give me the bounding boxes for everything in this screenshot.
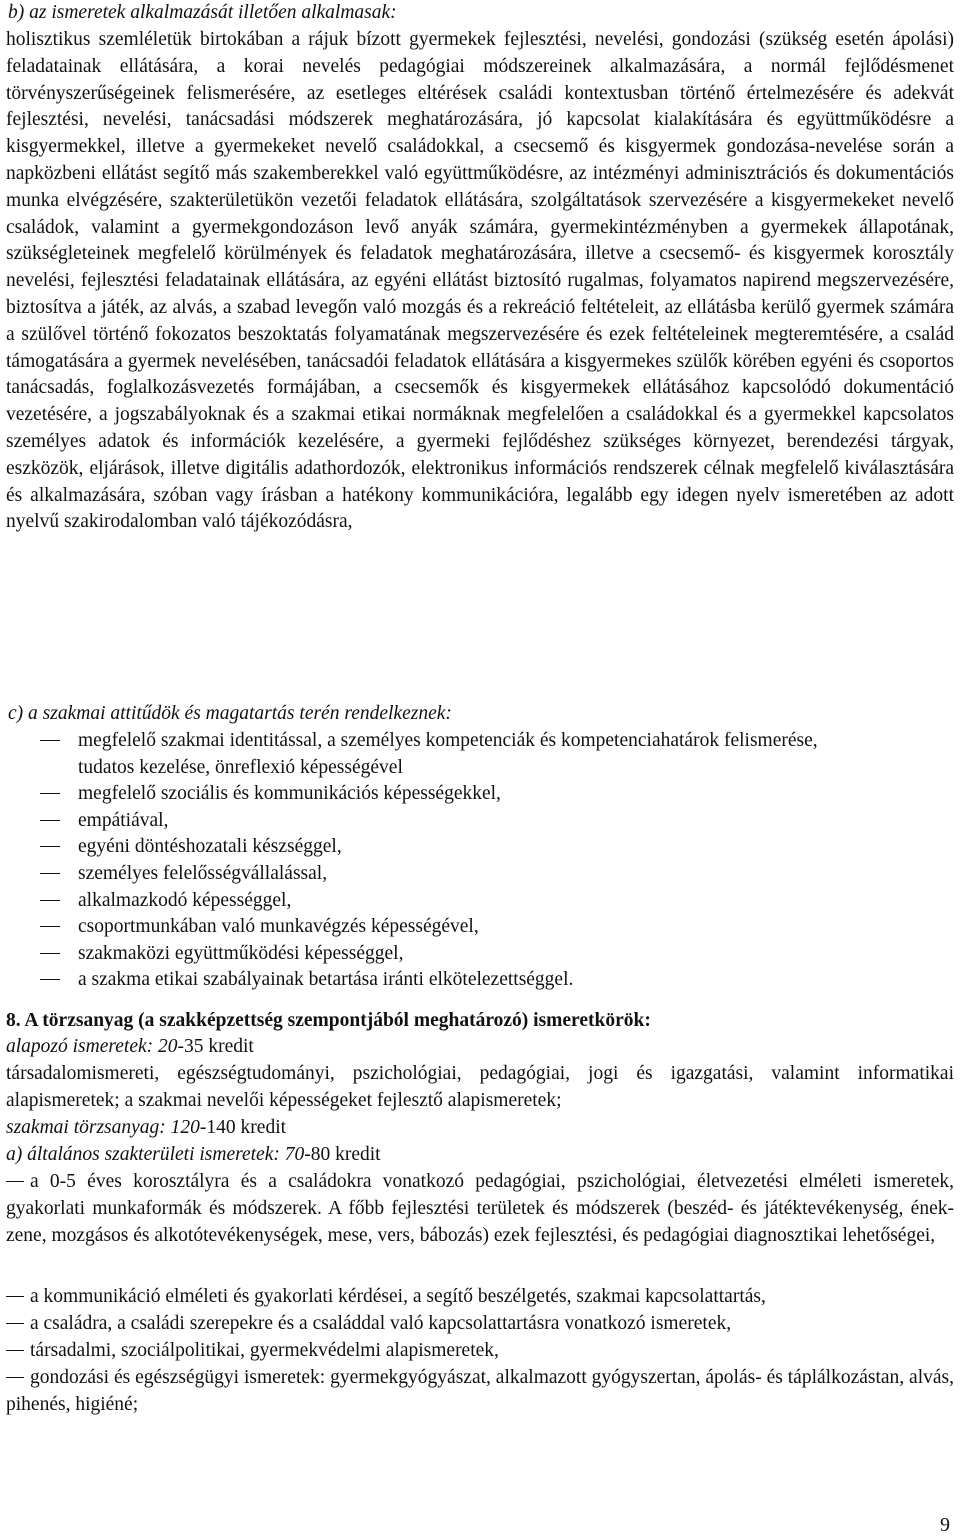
dash-bullet bbox=[6, 1323, 24, 1324]
dash-bullet bbox=[6, 1296, 24, 1297]
list-item: megfelelő szakmai identitással, a személyes kompetenciák és kompetenciahatárok felismerése, tudatos kezelése, önreflexió képességével bbox=[0, 728, 960, 781]
dash-bullet bbox=[6, 1377, 24, 1378]
list-item: a szakma etikai szabályainak betartása iránti elkötelezettséggel. bbox=[0, 967, 960, 994]
page-number: 9 bbox=[940, 1514, 950, 1536]
dash-bullet bbox=[40, 979, 60, 980]
dash-bullet bbox=[40, 740, 60, 741]
list-item: személyes felelősségvállalással, bbox=[0, 861, 960, 888]
list-item: alkalmazkodó képességgel, bbox=[0, 888, 960, 915]
list-item: a 0-5 éves korosztályra és a családokra vonatkozó pedagógiai, pszichológiai, életvezetési elméleti ismeretek, gyakorlati munkaformák és módszerek. A főbb fejlesztési területek és módszerek (beszéd- és játéktevékenység, ének-zene, mozgásos és alkotótevékenységek, mese, vers, bábozás) ezek fejlesztési, és pedagógiai diagnosztikai lehetőségei, bbox=[6, 1171, 954, 1246]
section-b-body: holisztikus szemléletük birtokában a rájuk bízott gyermekek fejlesztési, nevelési, gondozási (szükség esetén ápolási) feladatainak ellátására, a korai nevelés pedagógiai módszereinek alkalmazására, a normál fejlődésmenet törvényszerűségeinek felismerésére, az esetleges eltérések családi kontextusban történő értelmezésére és adekvát fejlesztési, nevelési, tanácsadási módszerek meghatározására, jó kapcsolat kialakítására és együttműködésre a kisgyermekkel, illetve a gyermekeket nevelő családokkal, a csecsemő és kisgyermek gondozása-nevelése során a napközbeni ellátást segítő más szakemberekkel való együttműködésre, az intézményi adminisztrációs és dokumentációs munka elvégzésére, szakterületükön vezetői feladatok ellátására, szolgáltatások szervezésére a kisgyermekeket nevelő családok, valamint a gyermekgondozáson levő anyák számára, gyermekintézményben a gyermekek állapotának, szükségleteinek megfelelő körülmények és feladatok meghatározására, illetve a csecsemő- és kisgyermek korosztály nevelési, fejlesztési feladatainak ellátására, az egyéni ellátást biztosító rugalmas, folyamatos napirend megszervezésére, biztosítva a játék, az alvás, a szabad levegőn való mozgás és a rekreáció feltételeit, az ellátásba kerülő gyermek számára a szülővel történő fokozatos beszoktatás folyamatának megszervezésére és ezek feltételeinek megteremtésére, a család támogatására a gyermek nevelésében, tanácsadói feladatok ellátására a kisgyermekes szülők körében egyéni és csoportos tanácsadás, foglalkozásvezetés formájában, a csecsemők és kisgyermekek ellátásához kapcsolódó dokumentáció vezetésére, a jogszabályoknak és a szakmai etikai normáknak megfelelően a családokkal és a gyermekkel kapcsolatos személyes adatok és információk kezelésére, a gyermeki fejlődéshez szükséges környezet, berendezési tárgyak, eszközök, eljárások, illetve digitális adathordozók, elektronikus információs rendszerek célnak megfelelő kiválasztására és alkalmazására, szóban vagy írásban a hatékony kommunikációra, legalább egy idegen nyelv ismeretében az adott nyelvű szakirodalomban való tájékozódásra, bbox=[6, 29, 954, 533]
list-item: a családra, a családi szerepekre és a családdal való kapcsolattartásra vonatkozó ismeretek, bbox=[6, 1311, 954, 1338]
list-item: empátiával, bbox=[0, 808, 960, 835]
dash-bullet bbox=[40, 926, 60, 927]
alapozo-text: társadalomismereti, egészségtudományi, pszichológiai, pedagógiai, jogi és igazgatási, valamint informatikai alapismeretek; a szakmai nevelői képességeket fejlesztő alapismeretek; bbox=[6, 1063, 954, 1111]
list-item: megfelelő szociális és kommunikációs képességekkel, bbox=[0, 781, 960, 808]
attitude-list bbox=[0, 728, 960, 994]
dash-bullet bbox=[6, 1350, 24, 1351]
dash-bullet bbox=[40, 820, 60, 821]
list-item: egyéni döntéshozatali készséggel, bbox=[0, 834, 960, 861]
dash-bullet bbox=[40, 873, 60, 874]
list-item: a kommunikáció elméleti és gyakorlati kérdései, a segítő beszélgetés, szakmai kapcsolattartás, bbox=[6, 1284, 954, 1311]
dash-bullet bbox=[6, 1181, 24, 1182]
list-item: gondozási és egészségügyi ismeretek: gyermekgyógyászat, alkalmazott gyógyszertan, ápolás- és táplálkozástan, alvás, pihenés, higiéné; bbox=[6, 1367, 954, 1415]
list-item: szakmaközi együttműködési képességgel, bbox=[0, 941, 960, 968]
list-item: társadalmi, szociálpolitikai, gyermekvédelmi alapismeretek, bbox=[6, 1338, 954, 1365]
section-c-heading: c) a szakmai attitűdök és magatartás terén rendelkeznek: bbox=[8, 703, 452, 724]
altalanos-line: a) általános szakterületi ismeretek: 70-80 kredit bbox=[6, 1144, 381, 1165]
dash-bullet bbox=[40, 953, 60, 954]
dash-bullet bbox=[40, 900, 60, 901]
torzs-line: szakmai törzsanyag: 120-140 kredit bbox=[6, 1117, 287, 1138]
alapozo-line: alapozó ismeretek: 20-35 kredit bbox=[6, 1036, 254, 1057]
section-b-heading: b) az ismeretek alkalmazását illetően alkalmasak: bbox=[8, 2, 397, 23]
list-item: csoportmunkában való munkavégzés képességével, bbox=[0, 914, 960, 941]
dash-bullet bbox=[40, 846, 60, 847]
dash-bullet bbox=[40, 793, 60, 794]
section-8-heading: 8. A törzsanyag (a szakképzettség szempontjából meghatározó) ismeretkörök: bbox=[6, 1010, 651, 1031]
